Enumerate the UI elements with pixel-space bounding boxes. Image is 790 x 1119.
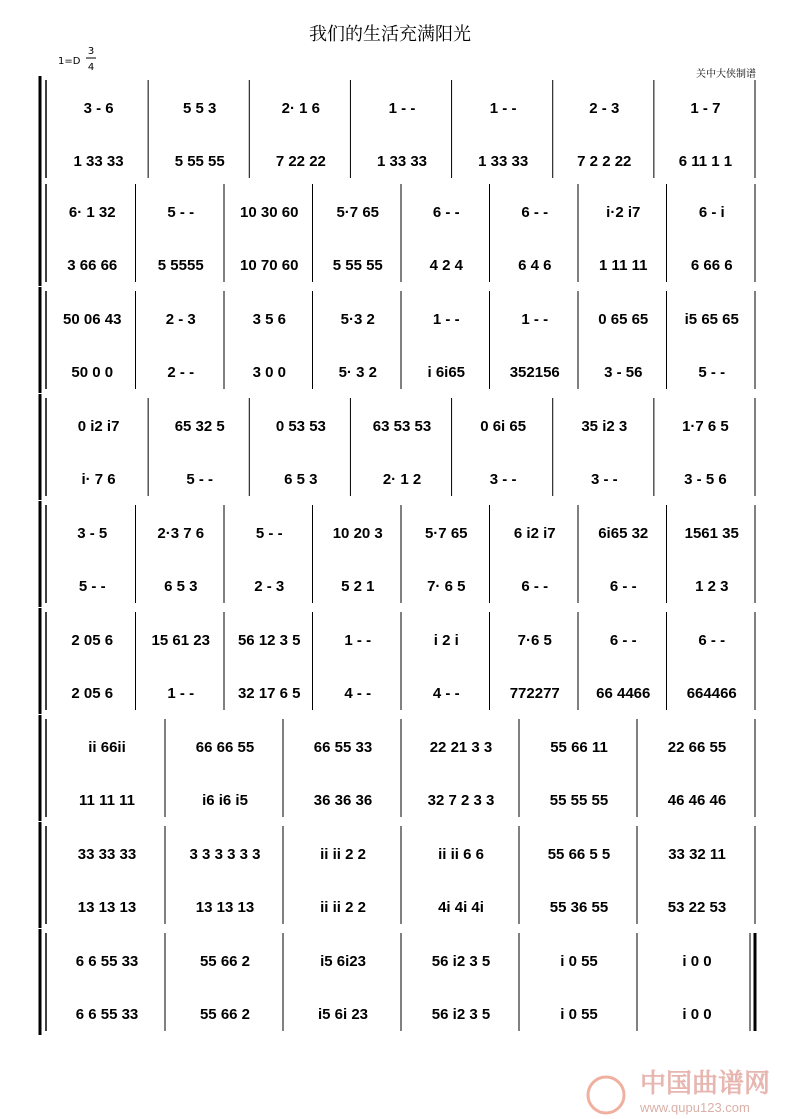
upper-measure: i 2 i	[433, 632, 459, 649]
key-signature: 1=D	[58, 56, 81, 67]
lower-measure: 352156	[509, 364, 560, 381]
upper-measure: 1 - -	[344, 632, 372, 649]
lower-measure: 66 4466	[596, 685, 651, 702]
upper-measure: 2· 1 6	[281, 100, 321, 117]
score-system	[40, 715, 755, 821]
lower-measure: 4 - -	[432, 685, 460, 702]
lower-measure: 11 11 11	[79, 792, 135, 809]
lower-measure: 5 - -	[78, 578, 106, 595]
lower-measure: 3 0 0	[252, 364, 286, 381]
lower-measure: 2 - 3	[254, 578, 285, 595]
upper-measure: 66 66 55	[195, 739, 255, 756]
lower-measure: 6 - -	[521, 578, 549, 595]
score-system	[40, 929, 755, 1035]
upper-measure: 6 6 55 33	[75, 953, 139, 970]
lower-measure: 5 2 1	[341, 578, 375, 595]
lower-measure: 3 - 5 6	[684, 471, 727, 488]
lower-measure: 32 17 6 5	[237, 685, 301, 702]
lower-measure: 13 13 13	[195, 899, 255, 916]
lower-measure: 2 05 6	[71, 685, 114, 702]
lower-measure: 1 - -	[167, 685, 195, 702]
time-signature-bottom: 4	[87, 62, 95, 73]
upper-measure: 6· 1 32	[68, 204, 116, 221]
upper-measure: 15 61 23	[151, 632, 210, 649]
lower-measure: 10 70 60	[240, 257, 299, 274]
lower-measure: 2 - -	[167, 364, 195, 381]
upper-measure: 50 06 43	[63, 311, 122, 328]
upper-measure: i 0 55	[560, 953, 598, 970]
arranger-credit: 关中大侠制谱	[696, 69, 756, 80]
lower-measure: 6 5 3	[164, 578, 198, 595]
upper-measure: 55 66 2	[199, 953, 251, 970]
upper-measure: 0 6i 65	[480, 418, 527, 435]
lower-measure: 1 11 11	[599, 257, 648, 274]
upper-measure: 0 i2 i7	[77, 418, 120, 435]
lower-measure: 664466	[686, 685, 737, 702]
lower-measure: 3 - -	[489, 471, 517, 488]
lower-measure: 6 5 3	[284, 471, 318, 488]
score-system	[40, 394, 755, 500]
upper-measure: 66 55 33	[313, 739, 373, 756]
lower-measure: 5 55 55	[174, 153, 225, 170]
lower-measure: i5 6i 23	[317, 1006, 369, 1023]
lower-measure: 46 46 46	[667, 792, 727, 809]
upper-measure: 3 5 6	[252, 311, 286, 328]
upper-measure: 3 - 6	[83, 100, 114, 117]
lower-measure: 6 4 6	[518, 257, 552, 274]
lower-measure: 5 - -	[698, 364, 726, 381]
upper-measure: 6 - i	[698, 204, 725, 221]
lower-measure: 53 22 53	[667, 899, 727, 916]
lower-measure: 5 5555	[157, 257, 204, 274]
upper-measure: i5 65 65	[684, 311, 739, 328]
lower-measure: 7 2 2 22	[577, 153, 632, 170]
lower-measure: 50 0 0	[71, 364, 114, 381]
lower-measure: 1 33 33	[73, 153, 124, 170]
upper-measure: 6 - -	[609, 632, 637, 649]
upper-measure: 1·7 6 5	[682, 418, 729, 435]
upper-measure: 33 33 33	[77, 846, 137, 863]
lower-measure: 4 2 4	[429, 257, 463, 274]
upper-measure: 22 21 3 3	[429, 739, 493, 756]
upper-measure: 5·7 65	[424, 525, 468, 542]
upper-measure: 2 - 3	[589, 100, 620, 117]
upper-measure: 2 - 3	[165, 311, 196, 328]
lower-measure: 772277	[509, 685, 560, 702]
upper-measure: ii ii 2 2	[320, 846, 366, 863]
upper-measure: 5 5 3	[183, 100, 217, 117]
upper-measure: 7·6 5	[517, 632, 552, 649]
time-signature-top: 3	[87, 46, 95, 57]
lower-measure: 5 55 55	[332, 257, 383, 274]
lower-measure: i6 i6 i5	[202, 792, 248, 809]
upper-measure: 2 05 6	[71, 632, 114, 649]
upper-measure: i·2 i7	[606, 204, 641, 221]
upper-measure: ii 66ii	[88, 739, 126, 756]
lower-measure: i 0 0	[682, 1006, 712, 1023]
lower-measure: 4 - -	[344, 685, 372, 702]
upper-measure: 6i65 32	[598, 525, 649, 542]
lower-measure: 5· 3 2	[338, 364, 377, 381]
upper-measure: 35 i2 3	[581, 418, 628, 435]
lower-measure: 3 66 66	[67, 257, 118, 274]
upper-measure: 6 - -	[432, 204, 460, 221]
lower-measure: 4i 4i 4i	[438, 899, 484, 916]
upper-measure: 5 - -	[167, 204, 195, 221]
upper-measure: 5·3 2	[340, 311, 375, 328]
upper-measure: 1 - -	[489, 100, 517, 117]
upper-measure: 2·3 7 6	[157, 525, 205, 542]
lower-measure: 56 i2 3 5	[431, 1006, 491, 1023]
upper-measure: 1 - -	[432, 311, 460, 328]
upper-measure: 10 30 60	[240, 204, 299, 221]
lower-measure: 55 36 55	[549, 899, 609, 916]
score-system	[40, 180, 755, 286]
score-system	[40, 501, 755, 607]
watermark-logo-icon	[588, 1077, 624, 1113]
lower-measure: 6 - -	[609, 578, 637, 595]
watermark-brand: 中国曲谱网	[640, 1069, 771, 1099]
score-system	[40, 76, 755, 182]
lower-measure: 6 66 6	[690, 257, 733, 274]
score-system	[40, 287, 755, 393]
upper-measure: 1 - -	[521, 311, 549, 328]
upper-measure: 55 66 11	[550, 739, 608, 756]
upper-measure: 56 12 3 5	[237, 632, 301, 649]
upper-measure: 55 66 5 5	[547, 846, 611, 863]
lower-measure: 6 11 1 1	[678, 153, 733, 170]
score-system	[40, 608, 755, 714]
lower-measure: 32 7 2 3 3	[427, 792, 495, 809]
upper-measure: 63 53 53	[372, 418, 432, 435]
score-title: 我们的生活充满阳光	[309, 24, 471, 45]
upper-measure: 5 - -	[255, 525, 283, 542]
score-system	[40, 822, 755, 928]
lower-measure: 1 33 33	[376, 153, 428, 170]
upper-measure: 6 - -	[698, 632, 726, 649]
upper-measure: 10 20 3	[332, 525, 383, 542]
upper-measure: i 0 0	[682, 953, 712, 970]
lower-measure: 13 13 13	[77, 899, 137, 916]
lower-measure: 7· 6 5	[427, 578, 466, 595]
upper-measure: 6 - -	[521, 204, 549, 221]
upper-measure: 5·7 65	[336, 204, 380, 221]
upper-measure: 1561 35	[684, 525, 739, 542]
upper-measure: 0 65 65	[598, 311, 649, 328]
lower-measure: 55 66 2	[199, 1006, 251, 1023]
upper-measure: 22 66 55	[667, 739, 727, 756]
upper-measure: 65 32 5	[174, 418, 225, 435]
upper-measure: 3 - 5	[77, 525, 108, 542]
lower-measure: 3 - 56	[604, 364, 643, 381]
lower-measure: 36 36 36	[313, 792, 373, 809]
upper-measure: 0 53 53	[275, 418, 326, 435]
upper-measure: 1 - 7	[690, 100, 721, 117]
lower-measure: 3 - -	[590, 471, 618, 488]
lower-measure: 55 55 55	[549, 792, 609, 809]
lower-measure: 1 2 3	[695, 578, 729, 595]
lower-measure: 2· 1 2	[382, 471, 422, 488]
score-systems	[40, 76, 755, 1035]
lower-measure: 5 - -	[186, 471, 214, 488]
upper-measure: 56 i2 3 5	[431, 953, 491, 970]
upper-measure: 1 - -	[388, 100, 416, 117]
upper-measure: 6 i2 i7	[513, 525, 556, 542]
lower-measure: 1 33 33	[478, 153, 529, 170]
lower-measure: ii ii 2 2	[320, 899, 366, 916]
upper-measure: 33 32 11	[668, 846, 726, 863]
lower-measure: i 0 55	[560, 1006, 598, 1023]
lower-measure: i· 7 6	[81, 471, 116, 488]
lower-measure: 6 6 55 33	[75, 1006, 139, 1023]
site-watermark	[588, 1069, 770, 1115]
upper-measure: 3 3 3 3 3 3	[189, 846, 261, 863]
watermark-url: www.qupu123.com	[640, 1100, 750, 1115]
lower-measure: i 6i65	[427, 364, 466, 381]
upper-measure: ii ii 6 6	[438, 846, 484, 863]
upper-measure: i5 6i23	[320, 953, 366, 970]
lower-measure: 7 22 22	[275, 153, 326, 170]
